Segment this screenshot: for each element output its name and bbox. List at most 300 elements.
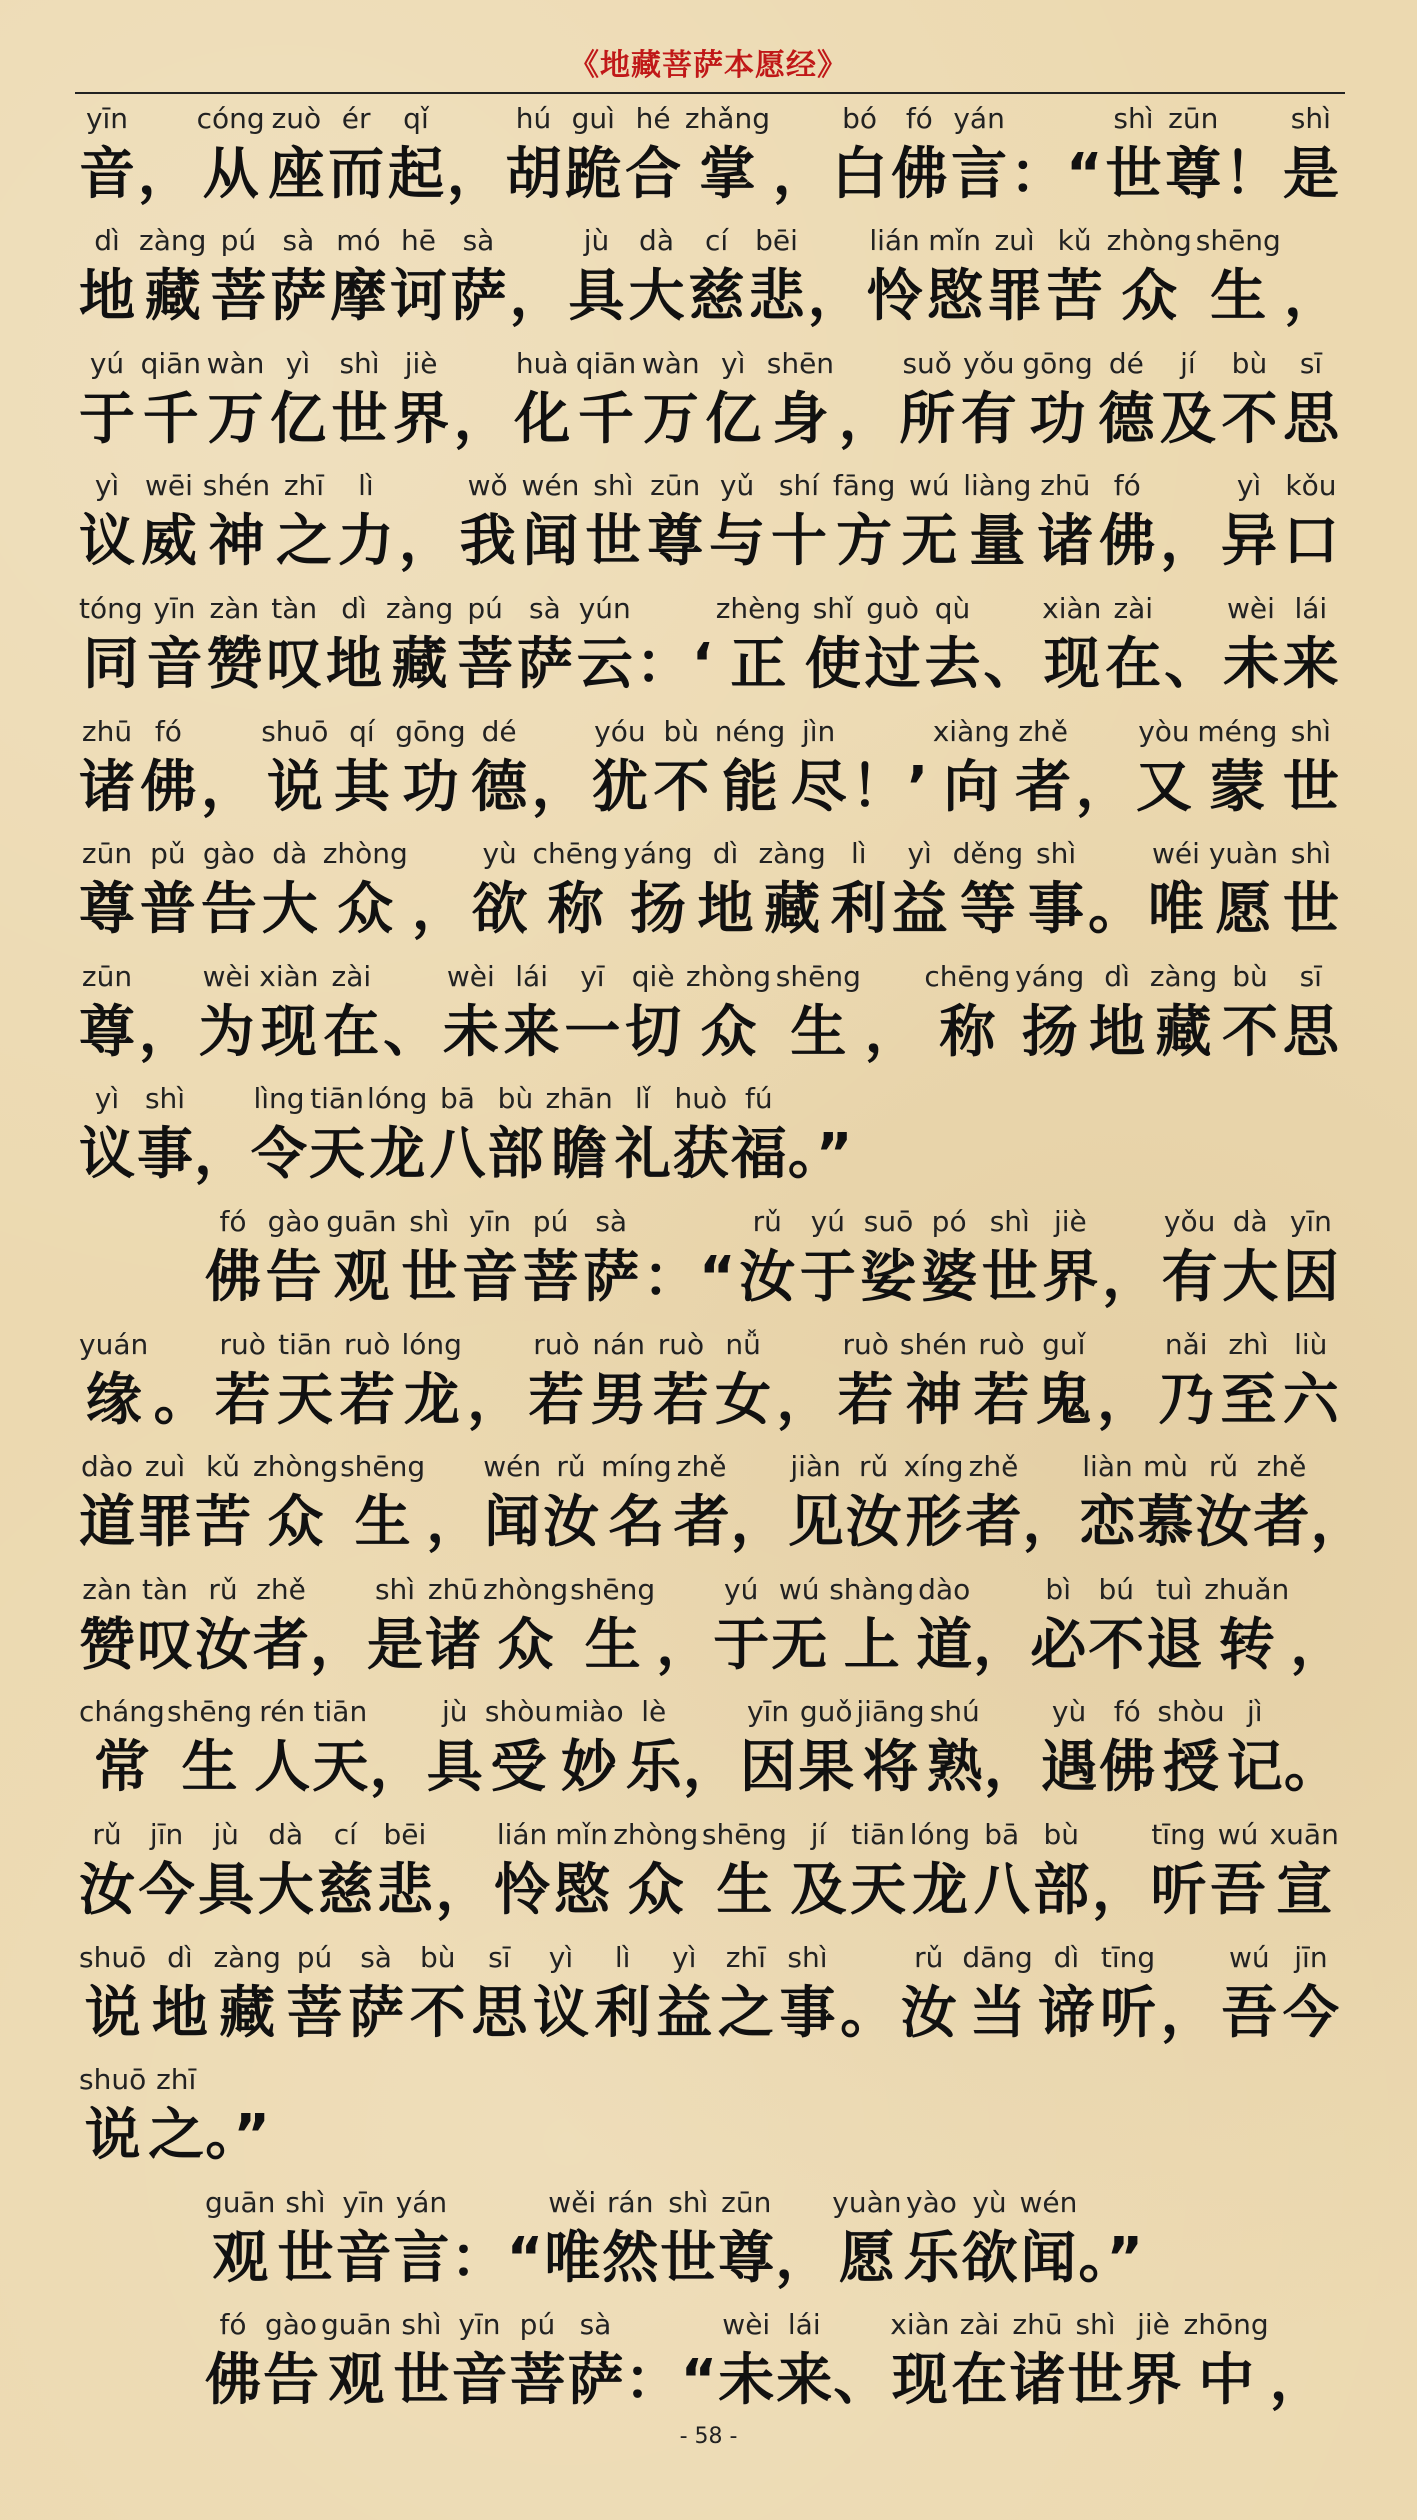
hanzi-with-pinyin <box>656 1940 713 2046</box>
hanzi: 现 <box>890 2348 950 2414</box>
pinyin: yīn <box>1282 1204 1339 1238</box>
hanzi: 乐 <box>625 1735 682 1801</box>
hanzi-with-pinyin <box>652 1327 709 1433</box>
hanzi-with-pinyin <box>960 346 1017 452</box>
pinyin: děng <box>952 837 1024 871</box>
hanzi: 叹 <box>266 631 323 697</box>
pinyin: qiān <box>575 346 637 380</box>
pinyin: bù <box>1033 1817 1090 1851</box>
hanzi: 有 <box>1161 1244 1218 1310</box>
hanzi: 世 <box>1282 877 1339 943</box>
hanzi-with-pinyin <box>718 2185 775 2291</box>
pinyin: shú <box>926 1695 983 1729</box>
punctuation: ， <box>1310 1490 1367 1556</box>
pinyin: yīn <box>461 1204 518 1238</box>
hanzi: 萨 <box>567 2348 624 2414</box>
hanzi: 赞 <box>79 1612 135 1678</box>
pinyin: shuō <box>79 1940 147 1974</box>
hanzi: 尊 <box>79 877 135 943</box>
pinyin: tóng <box>79 591 143 625</box>
hanzi-with-pinyin <box>1221 1940 1278 2046</box>
hanzi-with-pinyin <box>583 1204 640 1310</box>
hanzi-with-pinyin <box>1283 346 1339 452</box>
hanzi-with-pinyin <box>532 837 619 943</box>
hanzi: 若 <box>528 1367 585 1433</box>
pinyin: jiāng <box>856 1695 925 1729</box>
pinyin: xuān <box>1269 1817 1339 1851</box>
punctuation: ：“ <box>642 1244 736 1310</box>
hanzi: 叹 <box>137 1612 193 1678</box>
hanzi: 悲 <box>748 264 805 330</box>
hanzi: 众 <box>322 877 408 943</box>
hanzi: 之 <box>717 1980 774 2046</box>
hanzi: 地 <box>697 877 754 943</box>
hanzi-with-pinyin <box>921 1204 978 1310</box>
hanzi: 佛 <box>1099 1735 1156 1801</box>
pinyin: rǔ <box>1195 1450 1252 1484</box>
pinyin: lè <box>625 1695 682 1729</box>
pinyin: tàn <box>266 591 323 625</box>
hanzi-with-pinyin <box>139 837 196 943</box>
pinyin: jí <box>1159 346 1216 380</box>
punctuation: 、 <box>1164 631 1221 697</box>
hanzi: 德 <box>471 754 528 820</box>
book-title: 《地藏菩萨本愿经》 <box>569 48 848 83</box>
hanzi-with-pinyin <box>205 1204 261 1310</box>
pinyin: zhòng <box>1106 224 1192 258</box>
pinyin: pú <box>457 591 514 625</box>
hanzi-with-pinyin <box>261 837 318 943</box>
pinyin: wěi <box>544 2185 601 2219</box>
hanzi-with-pinyin <box>748 224 805 330</box>
hanzi-with-pinyin <box>590 1327 647 1433</box>
text-line <box>78 223 1340 346</box>
pinyin: huà <box>514 346 571 380</box>
scripture-text <box>78 100 1367 2429</box>
hanzi-with-pinyin <box>1042 1204 1099 1310</box>
pinyin: xiàn <box>1042 591 1102 625</box>
hanzi: 瞻 <box>545 1122 613 1188</box>
hanzi-with-pinyin <box>951 101 1008 207</box>
pinyin: yù <box>1041 1695 1098 1729</box>
pinyin: qiān <box>140 346 202 380</box>
hanzi: 愿 <box>1208 877 1279 943</box>
punctuation: ， <box>194 1122 250 1188</box>
hanzi: 起 <box>387 141 444 207</box>
pinyin: yún <box>576 591 633 625</box>
hanzi: 亿 <box>705 386 762 452</box>
pinyin: shì <box>1028 837 1085 871</box>
hanzi: 道 <box>79 1490 135 1556</box>
pinyin: yīn <box>79 101 135 135</box>
hanzi: 菩 <box>509 2348 566 2414</box>
hanzi-with-pinyin <box>1204 1572 1290 1678</box>
hanzi-with-pinyin <box>715 1327 772 1433</box>
punctuation: ！ <box>1224 141 1281 207</box>
hanzi-with-pinyin <box>483 1572 569 1678</box>
hanzi: 乃 <box>1158 1367 1215 1433</box>
punctuation: ， <box>807 264 864 330</box>
hanzi: 听 <box>1150 1857 1207 1923</box>
pinyin: dì <box>697 837 754 871</box>
hanzi: 现 <box>259 999 319 1065</box>
hanzi-with-pinyin <box>1165 101 1222 207</box>
hanzi: 议 <box>532 1980 589 2046</box>
pinyin: cí <box>688 224 745 258</box>
pinyin: dào <box>79 1450 135 1484</box>
hanzi-with-pinyin <box>333 714 390 820</box>
hanzi-with-pinyin <box>1221 469 1278 575</box>
hanzi-with-pinyin <box>973 1817 1030 1923</box>
pinyin: ruò <box>528 1327 585 1361</box>
hanzi: 摩 <box>330 264 387 330</box>
pinyin: fāng <box>832 469 896 503</box>
hanzi: 菩 <box>286 1980 343 2046</box>
hanzi-with-pinyin <box>1125 2308 1182 2414</box>
hanzi: 众 <box>613 1857 699 1923</box>
pinyin: dà <box>1222 1204 1279 1238</box>
pinyin: shēng <box>701 1817 787 1851</box>
pinyin: néng <box>714 714 786 748</box>
hanzi: 诸 <box>1037 509 1094 575</box>
pinyin: xiàn <box>890 2308 950 2342</box>
hanzi-with-pinyin <box>697 837 754 943</box>
pinyin: zhān <box>545 1082 613 1116</box>
hanzi-with-pinyin <box>195 1450 251 1556</box>
hanzi: 利 <box>830 877 887 943</box>
hanzi-with-pinyin <box>522 1204 579 1310</box>
hanzi-with-pinyin <box>79 1572 135 1678</box>
hanzi: 尽 <box>790 754 847 820</box>
hanzi: 地 <box>1089 999 1146 1065</box>
hanzi-with-pinyin <box>1149 959 1218 1065</box>
hanzi: 千 <box>140 386 202 452</box>
hanzi: 若 <box>973 1367 1030 1433</box>
hanzi: 思 <box>1283 386 1339 452</box>
hanzi-with-pinyin <box>198 959 255 1065</box>
text-line <box>78 713 1340 836</box>
hanzi-with-pinyin <box>717 1940 774 2046</box>
hanzi-with-pinyin <box>532 1940 589 2046</box>
hanzi: 尊 <box>1165 141 1222 207</box>
pinyin: yù <box>471 837 528 871</box>
punctuation: 、 <box>833 2348 890 2414</box>
hanzi-with-pinyin <box>613 1817 699 1923</box>
pinyin: jiè <box>393 346 450 380</box>
hanzi-with-pinyin <box>1282 469 1339 575</box>
hanzi-with-pinyin <box>685 959 772 1065</box>
hanzi-with-pinyin <box>553 1817 610 1923</box>
pinyin: bù <box>409 1940 466 1974</box>
hanzi: 苦 <box>1046 264 1103 330</box>
pinyin: pǔ <box>139 837 196 871</box>
hanzi-with-pinyin <box>79 1082 135 1188</box>
hanzi-with-pinyin <box>330 224 387 330</box>
hanzi: 众 <box>253 1490 339 1556</box>
hanzi-with-pinyin <box>326 591 383 697</box>
pinyin: méng <box>1197 714 1278 748</box>
punctuation: ， <box>1102 1244 1158 1310</box>
hanzi: 威 <box>140 509 197 575</box>
pinyin: tuì <box>1146 1572 1203 1606</box>
hanzi-with-pinyin <box>483 1450 542 1556</box>
hanzi: 藏 <box>213 1980 281 2046</box>
hanzi: 世 <box>1105 141 1162 207</box>
pinyin: bù <box>1221 959 1278 993</box>
hanzi-with-pinyin <box>770 469 827 575</box>
hanzi-with-pinyin <box>1282 959 1339 1065</box>
hanzi: 音 <box>461 1244 518 1310</box>
pinyin: sī <box>1283 346 1339 380</box>
pinyin: shén <box>899 1327 968 1361</box>
hanzi-with-pinyin <box>1282 101 1339 207</box>
hanzi-with-pinyin <box>830 837 887 943</box>
hanzi: 生 <box>1195 264 1281 330</box>
pinyin: bù <box>487 1082 544 1116</box>
hanzi: 当 <box>962 1980 1033 2046</box>
pinyin: shēng <box>1195 224 1281 258</box>
hanzi-with-pinyin <box>709 469 766 575</box>
pinyin: shén <box>202 469 271 503</box>
hanzi-with-pinyin <box>140 346 202 452</box>
hanzi: 愿 <box>832 2225 902 2291</box>
hanzi: 云 <box>576 631 633 697</box>
hanzi: 蒙 <box>1197 754 1278 820</box>
pinyin: liàng <box>963 469 1032 503</box>
hanzi: 说 <box>261 754 329 820</box>
hanzi: 座 <box>268 141 325 207</box>
hanzi-with-pinyin <box>1099 1695 1156 1801</box>
pinyin: zūn <box>1165 101 1222 135</box>
pinyin: cháng <box>79 1695 165 1729</box>
punctuation: ， <box>1160 509 1217 575</box>
pinyin: yī <box>564 959 621 993</box>
hanzi: 量 <box>963 509 1032 575</box>
hanzi: 获 <box>672 1122 729 1188</box>
hanzi-with-pinyin <box>1210 1817 1267 1923</box>
punctuation: ， <box>775 2225 832 2291</box>
hanzi-with-pinyin <box>137 1082 193 1188</box>
pinyin: wèi <box>198 959 255 993</box>
pinyin: nán <box>590 1327 647 1361</box>
hanzi-with-pinyin <box>253 1572 309 1678</box>
hanzi-with-pinyin <box>1137 1450 1194 1556</box>
hanzi-with-pinyin <box>253 1450 339 1556</box>
hanzi: 龙 <box>909 1857 971 1923</box>
hanzi-with-pinyin <box>1135 714 1192 820</box>
pinyin: zhū <box>79 714 135 748</box>
hanzi: 八 <box>429 1122 486 1188</box>
hanzi-with-pinyin <box>254 1695 311 1801</box>
page-number: - 58 - <box>679 2424 738 2449</box>
hanzi-with-pinyin <box>787 1450 844 1556</box>
hanzi: 婆 <box>921 1244 978 1310</box>
hanzi: 是 <box>367 1612 423 1678</box>
hanzi: 欲 <box>961 2225 1018 2291</box>
hanzi-with-pinyin <box>545 1082 613 1188</box>
hanzi-with-pinyin <box>1221 959 1278 1065</box>
hanzi: 现 <box>1042 631 1102 697</box>
hanzi-with-pinyin <box>926 1695 983 1801</box>
pinyin: yǒu <box>1161 1204 1218 1238</box>
pinyin: fú <box>730 1082 787 1116</box>
hanzi: 常 <box>79 1735 165 1801</box>
hanzi-with-pinyin <box>151 1940 208 2046</box>
pinyin: jù <box>426 1695 483 1729</box>
pinyin: yuán <box>79 1327 149 1361</box>
pinyin: suō <box>860 1204 917 1238</box>
hanzi-with-pinyin <box>442 959 499 1065</box>
hanzi-with-pinyin <box>837 1327 894 1433</box>
hanzi-with-pinyin <box>860 1204 917 1310</box>
pinyin: shēng <box>340 1450 426 1484</box>
hanzi: 退 <box>1146 1612 1203 1678</box>
hanzi: 若 <box>652 1367 709 1433</box>
text-line <box>78 468 1340 591</box>
hanzi-with-pinyin <box>829 1572 915 1678</box>
pinyin: kǔ <box>195 1450 251 1484</box>
pinyin: hé <box>625 101 682 135</box>
pinyin: zhòng <box>253 1450 339 1484</box>
hanzi: 慕 <box>1137 1490 1194 1556</box>
pinyin: guān <box>326 1204 397 1238</box>
hanzi-with-pinyin <box>1035 1327 1092 1433</box>
hanzi: 若 <box>837 1367 894 1433</box>
hanzi: 汝 <box>845 1490 902 1556</box>
header-divider <box>75 92 1345 94</box>
pinyin: yán <box>951 101 1008 135</box>
pinyin: jiè <box>1042 1204 1099 1238</box>
hanzi-with-pinyin <box>79 1817 135 1923</box>
hanzi-with-pinyin <box>79 2063 147 2169</box>
hanzi-with-pinyin <box>799 1204 856 1310</box>
hanzi: 未 <box>442 999 499 1065</box>
pinyin: kǒu <box>1282 469 1339 503</box>
hanzi: 不 <box>653 754 710 820</box>
punctuation: ， <box>1160 1980 1217 2046</box>
pinyin: shuō <box>261 714 329 748</box>
hanzi-with-pinyin <box>601 1450 672 1556</box>
hanzi-with-pinyin <box>565 101 622 207</box>
pinyin: yáng <box>1015 959 1085 993</box>
hanzi-with-pinyin <box>576 591 633 697</box>
hanzi: 跪 <box>565 141 622 207</box>
hanzi: 万 <box>641 386 700 452</box>
hanzi-with-pinyin <box>1105 101 1162 207</box>
pinyin: wàn <box>206 346 265 380</box>
hanzi-with-pinyin <box>376 1817 433 1923</box>
hanzi-with-pinyin <box>393 2308 450 2414</box>
hanzi-with-pinyin <box>1019 2185 1078 2291</box>
hanzi-with-pinyin <box>528 1327 585 1433</box>
pinyin: qí <box>333 714 390 748</box>
hanzi: 益 <box>656 1980 713 2046</box>
hanzi: 众 <box>685 999 772 1065</box>
hanzi: 熟 <box>926 1735 983 1801</box>
hanzi: 界 <box>1042 1244 1099 1310</box>
hanzi-with-pinyin <box>348 1940 405 2046</box>
pinyin: jí <box>790 1817 847 1851</box>
pinyin: liù <box>1282 1327 1339 1361</box>
hanzi-with-pinyin <box>776 2308 833 2414</box>
hanzi: 听 <box>1100 1980 1157 2046</box>
hanzi-with-pinyin <box>509 2308 566 2414</box>
hanzi-with-pinyin <box>210 224 267 330</box>
punctuation: ， <box>1075 754 1132 820</box>
hanzi-with-pinyin <box>503 959 560 1065</box>
hanzi: 益 <box>891 877 948 943</box>
pinyin: hú <box>505 101 562 135</box>
hanzi-with-pinyin <box>206 591 263 697</box>
pinyin: lái <box>503 959 560 993</box>
pinyin: shì <box>585 469 642 503</box>
pinyin: wú <box>771 1572 828 1606</box>
punctuation: ， <box>446 141 503 207</box>
hanzi-with-pinyin <box>79 837 135 943</box>
hanzi-with-pinyin <box>340 1450 426 1556</box>
pinyin: zūn <box>79 959 135 993</box>
hanzi: 言 <box>951 141 1008 207</box>
pinyin: shì <box>779 1940 836 1974</box>
hanzi: 能 <box>714 754 786 820</box>
hanzi-with-pinyin <box>1208 837 1279 943</box>
hanzi: 诃 <box>390 264 447 330</box>
hanzi-with-pinyin <box>790 714 847 820</box>
pinyin: zhě <box>1253 1450 1310 1484</box>
hanzi-with-pinyin <box>393 346 450 452</box>
pinyin: yì <box>656 1940 713 1974</box>
punctuation: ， <box>864 999 921 1065</box>
hanzi-with-pinyin <box>628 224 685 330</box>
hanzi-with-pinyin <box>337 469 394 575</box>
hanzi-with-pinyin <box>614 1082 671 1188</box>
pinyin: shòu <box>1157 1695 1225 1729</box>
hanzi: 扬 <box>623 877 693 943</box>
pinyin: chēng <box>532 837 619 871</box>
pinyin: shuō <box>79 2063 147 2097</box>
hanzi-with-pinyin <box>672 1082 729 1188</box>
pinyin: tiān <box>309 1082 365 1116</box>
punctuation: ， <box>1269 2348 1326 2414</box>
hanzi-with-pinyin <box>962 1940 1033 2046</box>
pinyin: dà <box>628 224 685 258</box>
hanzi-with-pinyin <box>140 714 197 820</box>
hanzi: 生 <box>701 1857 787 1923</box>
hanzi-with-pinyin <box>899 1327 968 1433</box>
pinyin: bēi <box>376 1817 433 1851</box>
hanzi: 唯 <box>1147 877 1204 943</box>
punctuation: ， <box>1022 1490 1079 1556</box>
hanzi-with-pinyin <box>1098 346 1155 452</box>
pinyin: sī <box>471 1940 528 1974</box>
hanzi: 生 <box>166 1735 253 1801</box>
punctuation: ， <box>369 1735 426 1801</box>
hanzi-with-pinyin <box>385 591 454 697</box>
pinyin: dì <box>1089 959 1146 993</box>
hanzi-with-pinyin <box>487 1082 544 1188</box>
hanzi: 乐 <box>903 2225 960 2291</box>
pinyin: wén <box>483 1450 542 1484</box>
hanzi: 菩 <box>522 1244 579 1310</box>
hanzi: 愍 <box>553 1857 610 1923</box>
pinyin: yú <box>713 1572 770 1606</box>
pinyin: rén <box>254 1695 311 1729</box>
pinyin: wén <box>1019 2185 1078 2219</box>
hanzi: 诸 <box>79 754 135 820</box>
hanzi-with-pinyin <box>137 1450 193 1556</box>
pinyin: rǔ <box>845 1450 902 1484</box>
pinyin: dì <box>79 224 135 258</box>
